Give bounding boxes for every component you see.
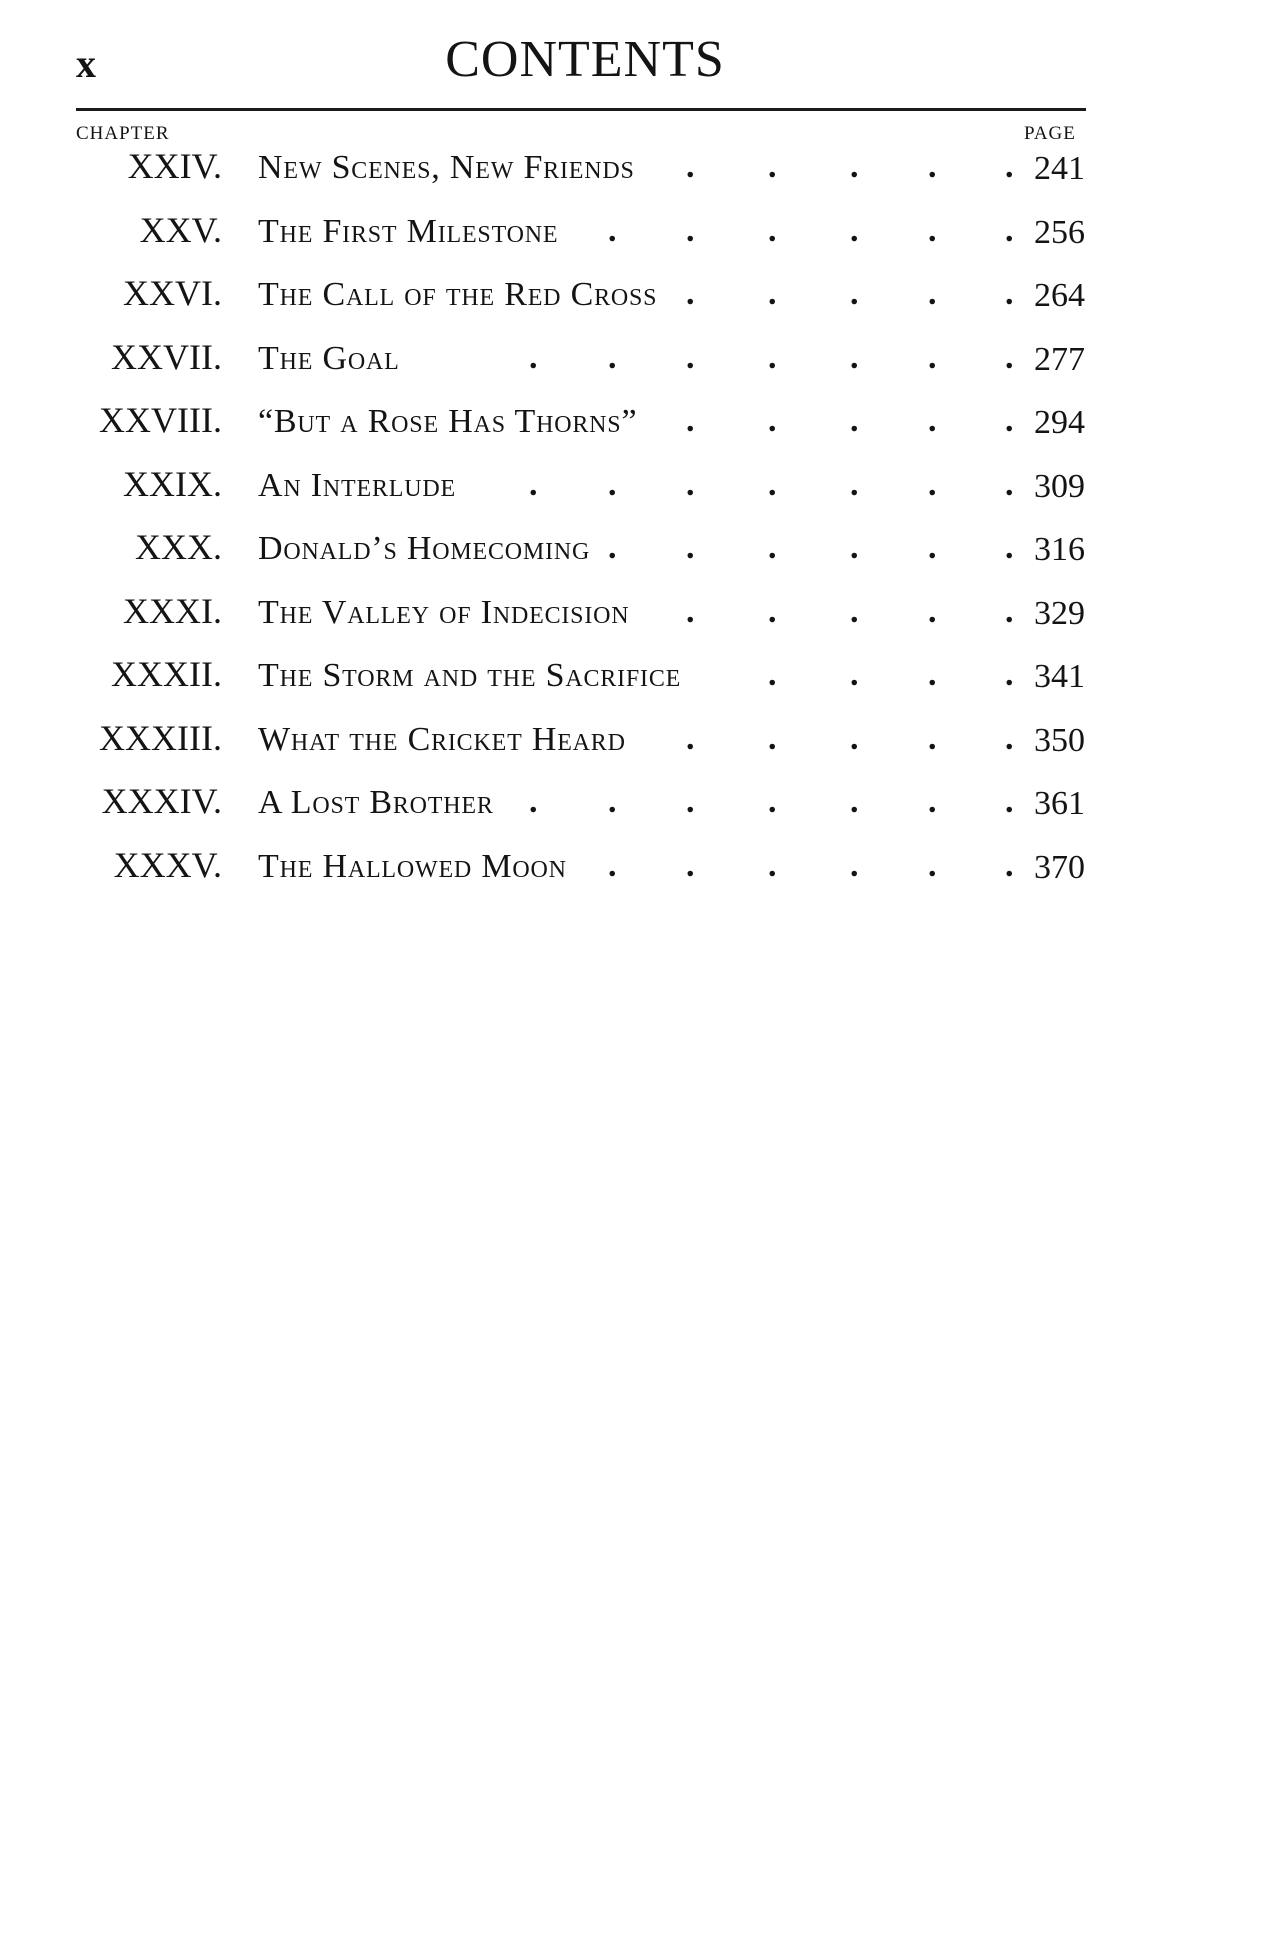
leader-dot: . xyxy=(768,783,777,820)
toc-entry xyxy=(0,656,1281,720)
leader-dot: . xyxy=(850,148,859,185)
leader-dot: . xyxy=(768,592,777,630)
leader-dot: . xyxy=(1005,211,1014,249)
chapter-number: XXXIII. xyxy=(99,717,222,758)
leader-dot: . xyxy=(529,783,538,820)
chapter-page: 329 xyxy=(1034,594,1085,632)
page-number: x xyxy=(76,41,96,86)
leader-dot: . xyxy=(928,529,937,566)
leader-dot: . xyxy=(529,465,538,503)
leader-dot: . xyxy=(928,783,937,820)
toc-entry xyxy=(0,463,1281,530)
leader-dot: . xyxy=(608,846,617,884)
leader-dot: . xyxy=(686,592,695,630)
leader-dot: . xyxy=(768,402,777,439)
leader-dot: . xyxy=(850,783,859,820)
leader-dot: . xyxy=(1005,402,1014,439)
toc-entry xyxy=(0,402,1281,466)
table-of-contents xyxy=(0,148,1281,910)
leader-dot: . xyxy=(608,211,617,249)
chapter-page: 256 xyxy=(1034,213,1085,251)
leader-dot: . xyxy=(1005,529,1014,566)
toc-entry xyxy=(0,275,1281,339)
toc-entry xyxy=(0,336,1281,403)
leader-dot: . xyxy=(1005,275,1014,312)
leader-dot: . xyxy=(1005,846,1014,884)
leader-dot: . xyxy=(768,465,777,503)
chapter-title: Donald’s Homecoming xyxy=(258,530,591,567)
leader-dot: . xyxy=(529,338,538,376)
leader-dot: . xyxy=(686,783,695,820)
leader-dot: . xyxy=(1005,656,1014,693)
leader-dot: . xyxy=(850,719,859,757)
leader-dot: . xyxy=(768,719,777,757)
leader-dot: . xyxy=(850,402,859,439)
chapter-title: An Interlude xyxy=(258,466,456,504)
leader-dot: . xyxy=(1005,465,1014,503)
leader-dot: . xyxy=(1005,719,1014,757)
leader-dot: . xyxy=(686,275,695,312)
leader-dot: . xyxy=(928,338,937,376)
toc-entry xyxy=(0,717,1281,784)
chapter-title: A Lost Brother xyxy=(258,784,494,821)
leader-dot: . xyxy=(928,592,937,630)
leader-dot: . xyxy=(928,719,937,757)
toc-entry xyxy=(0,783,1281,847)
chapter-number: XXVI. xyxy=(123,273,222,313)
chapter-page: 350 xyxy=(1034,721,1085,759)
toc-entry xyxy=(0,209,1281,276)
chapter-title: The Call of the Red Cross xyxy=(258,276,658,313)
chapter-page: 264 xyxy=(1034,277,1085,314)
leader-dot: . xyxy=(608,338,617,376)
leader-dot: . xyxy=(850,592,859,630)
leader-dot: . xyxy=(686,338,695,376)
leader-dot: . xyxy=(1005,592,1014,630)
chapter-page: 241 xyxy=(1034,150,1085,187)
chapter-title: What the Cricket Heard xyxy=(258,720,626,758)
leader-dot: . xyxy=(850,211,859,249)
chapter-page: 277 xyxy=(1034,340,1085,378)
chapter-page: 361 xyxy=(1034,785,1085,822)
leader-dot: . xyxy=(1005,148,1014,185)
chapter-number: XXIX. xyxy=(123,463,222,504)
leader-dot: . xyxy=(768,656,777,693)
chapter-number: XXXI. xyxy=(123,590,222,631)
toc-entry xyxy=(0,529,1281,593)
chapter-column-label: CHAPTER xyxy=(76,123,170,144)
chapter-number: XXXII. xyxy=(111,654,222,694)
leader-dot: . xyxy=(1005,783,1014,820)
leader-dot: . xyxy=(686,719,695,757)
chapter-number: XXXV. xyxy=(113,844,222,885)
leader-dot: . xyxy=(850,465,859,503)
leader-dot: . xyxy=(686,211,695,249)
page-column-label: PAGE xyxy=(1024,123,1076,144)
leader-dot: . xyxy=(928,402,937,439)
leader-dot: . xyxy=(608,465,617,503)
leader-dot: . xyxy=(768,148,777,185)
leader-dot: . xyxy=(850,275,859,312)
leader-dot: . xyxy=(928,846,937,884)
leader-dot: . xyxy=(850,846,859,884)
chapter-page: 294 xyxy=(1034,404,1085,441)
chapter-page: 370 xyxy=(1034,848,1085,886)
header-rule xyxy=(76,108,1086,111)
chapter-page: 341 xyxy=(1034,658,1085,695)
leader-dot: . xyxy=(928,148,937,185)
leader-dot: . xyxy=(686,846,695,884)
leader-dot: . xyxy=(928,656,937,693)
toc-entry xyxy=(0,844,1281,911)
leader-dot: . xyxy=(1005,338,1014,376)
leader-dot: . xyxy=(928,211,937,249)
leader-dot: . xyxy=(686,465,695,503)
chapter-number: XXIV. xyxy=(127,146,222,186)
leader-dot: . xyxy=(686,529,695,566)
leader-dot: . xyxy=(608,529,617,566)
chapter-number: XXXIV. xyxy=(101,781,222,821)
toc-entry xyxy=(0,590,1281,657)
leader-dot: . xyxy=(768,338,777,376)
leader-dot: . xyxy=(768,275,777,312)
leader-dot: . xyxy=(928,275,937,312)
chapter-number: XXV. xyxy=(139,209,222,250)
leader-dot: . xyxy=(850,338,859,376)
chapter-title: New Scenes, New Friends xyxy=(258,149,635,186)
chapter-title: The Valley of Indecision xyxy=(258,593,630,631)
leader-dot: . xyxy=(608,783,617,820)
chapter-page: 316 xyxy=(1034,531,1085,568)
leader-dot: . xyxy=(850,529,859,566)
leader-dot: . xyxy=(850,656,859,693)
chapter-page: 309 xyxy=(1034,467,1085,505)
chapter-number: XXX. xyxy=(135,527,222,567)
chapter-title: The Hallowed Moon xyxy=(258,847,567,885)
chapter-title: “But a Rose Has Thorns” xyxy=(258,403,638,440)
chapter-number: XXVII. xyxy=(111,336,222,377)
chapter-title: The First Milestone xyxy=(258,212,559,250)
toc-entry xyxy=(0,148,1281,212)
chapter-title: The Storm and the Sacrifice xyxy=(258,657,682,694)
leader-dot: . xyxy=(686,148,695,185)
leader-dot: . xyxy=(768,529,777,566)
chapter-number: XXVIII. xyxy=(99,400,222,440)
leader-dot: . xyxy=(768,211,777,249)
page-title: CONTENTS xyxy=(445,31,725,88)
chapter-title: The Goal xyxy=(258,339,400,377)
leader-dot: . xyxy=(928,465,937,503)
leader-dot: . xyxy=(686,402,695,439)
leader-dot: . xyxy=(768,846,777,884)
